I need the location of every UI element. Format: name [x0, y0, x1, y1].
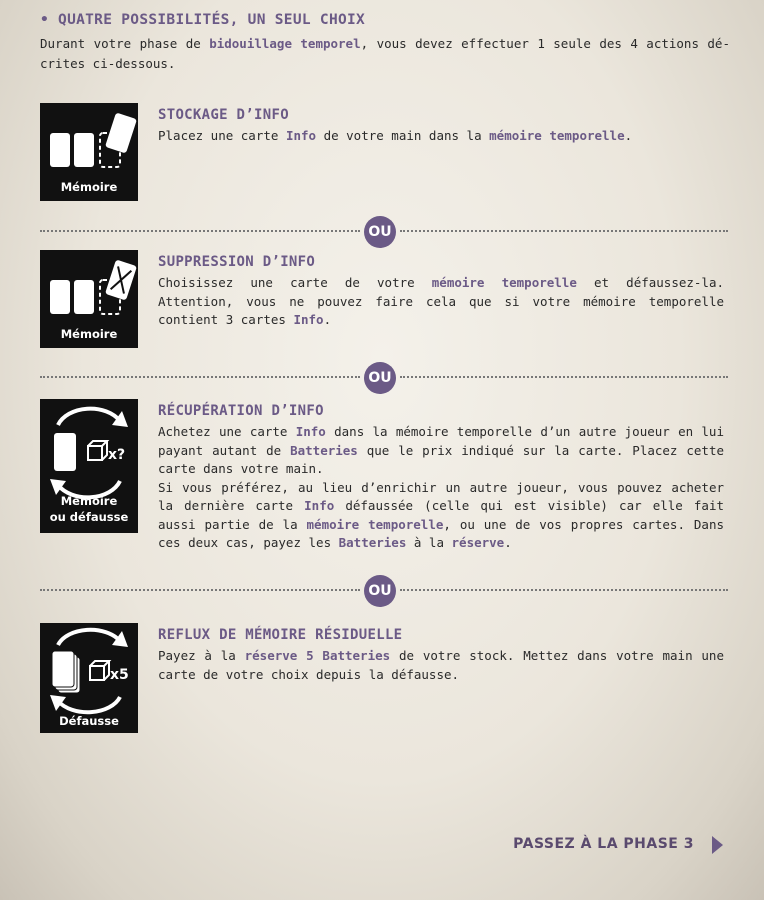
discard-icon — [40, 623, 138, 733]
section-text — [158, 423, 724, 553]
intro-text-before: Durant votre phase de — [40, 36, 210, 51]
highlight-term: Info — [285, 128, 317, 143]
dotted-line — [40, 230, 360, 232]
recover-icon — [40, 399, 138, 533]
text-segment: Achetez une carte — [158, 424, 296, 439]
text-segment: de votre main dans la — [316, 128, 490, 143]
section-suppression — [40, 250, 730, 350]
ou-badge: OU — [364, 216, 396, 248]
section-title: RÉCUPÉRATION D’INFO — [158, 403, 324, 419]
text-segment: et défaussez-la. Attention, vous ne pouvez faire cela que si votre mémoire temporelle contient 3 cartes — [158, 275, 724, 327]
highlight-term: mémoire temporelle — [431, 275, 577, 290]
section-paragraph — [158, 274, 724, 330]
section-paragraph — [158, 479, 724, 553]
memory-delete-icon — [40, 250, 138, 348]
text-segment: Payez à la — [158, 648, 245, 663]
intro-text-after: , vous devez effectuer 1 seule des 4 actions dé-crites ci-dessous. — [40, 36, 730, 71]
memory-store-icon — [40, 103, 138, 201]
text-segment: à la — [406, 535, 452, 550]
separator — [40, 216, 728, 246]
highlight-term: Batteries — [290, 442, 358, 458]
section-paragraph — [158, 647, 724, 684]
icon-label-line-2: ou défausse — [49, 510, 129, 524]
highlight-term: réserve 5 Batteries — [244, 648, 391, 663]
section-text — [158, 127, 724, 146]
highlight-term: Info — [295, 424, 326, 439]
text-segment: de votre stock. Mettez dans votre main une carte de votre choix depuis la défausse. — [158, 648, 724, 682]
highlight-term: Info — [293, 312, 324, 327]
icon-label: Mémoire — [60, 180, 118, 194]
text-segment: Choisissez une carte de votre — [158, 275, 432, 290]
dotted-line — [400, 230, 728, 232]
text-segment: . — [504, 535, 512, 550]
intro-text — [40, 34, 730, 74]
intro-highlight: bidouillage temporel — [209, 36, 361, 51]
dotted-line — [400, 376, 728, 378]
separator — [40, 362, 728, 392]
section-text — [158, 274, 724, 330]
section-paragraph — [158, 127, 724, 146]
dotted-line — [40, 589, 360, 591]
highlight-term: mémoire temporelle — [306, 516, 444, 532]
text-segment: défaussée (celle qui est visible) car elle fait aussi partie de la — [158, 498, 724, 532]
dotted-line — [40, 376, 360, 378]
text-segment: . — [323, 312, 332, 327]
section-text — [158, 647, 724, 684]
icon-label: Mémoire — [60, 327, 118, 341]
icon-mark: x5 — [110, 667, 129, 683]
text-segment: Si vous préférez, au lieu d’enrichir un autre joueur, vous pouvez acheter la dernière carte — [158, 479, 724, 513]
icon-mark: x? — [108, 447, 126, 463]
highlight-term: mémoire temporelle — [489, 128, 625, 143]
text-segment: . — [624, 128, 633, 143]
dotted-line — [400, 589, 728, 591]
icon-label: Défausse — [59, 714, 119, 728]
highlight-term: Info — [304, 498, 335, 513]
section-stockage — [40, 103, 730, 213]
section-title: REFLUX DE MÉMOIRE RÉSIDUELLE — [158, 627, 403, 643]
section-paragraph — [158, 423, 724, 479]
ou-badge: OU — [364, 362, 396, 394]
intro-title: • QUATRE POSSIBILITÉS, UN SEUL CHOIX — [40, 12, 366, 28]
text-segment: Placez une carte — [158, 128, 286, 143]
arrow-right-icon — [712, 836, 723, 854]
text-segment: , ou une de vos propres cartes. Dans ces deux cas, payez les — [158, 516, 724, 550]
text-segment: dans la mémoire temporelle d’un autre joueur en lui payant autant de — [158, 424, 724, 458]
ou-badge: OU — [364, 575, 396, 607]
highlight-term: Batteries — [338, 535, 407, 550]
separator — [40, 575, 728, 605]
next-phase-label: PASSEZ À LA PHASE 3 — [513, 836, 694, 852]
section-title: SUPPRESSION D’INFO — [158, 254, 316, 270]
icon-label-line-1: Mémoire — [60, 494, 118, 508]
text-segment: que le prix indiqué sur la carte. Placez cette carte dans votre main. — [158, 442, 724, 476]
highlight-term: réserve — [451, 535, 505, 550]
section-reflux — [40, 623, 730, 735]
section-recuperation — [40, 399, 730, 579]
section-title: STOCKAGE D’INFO — [158, 107, 289, 123]
